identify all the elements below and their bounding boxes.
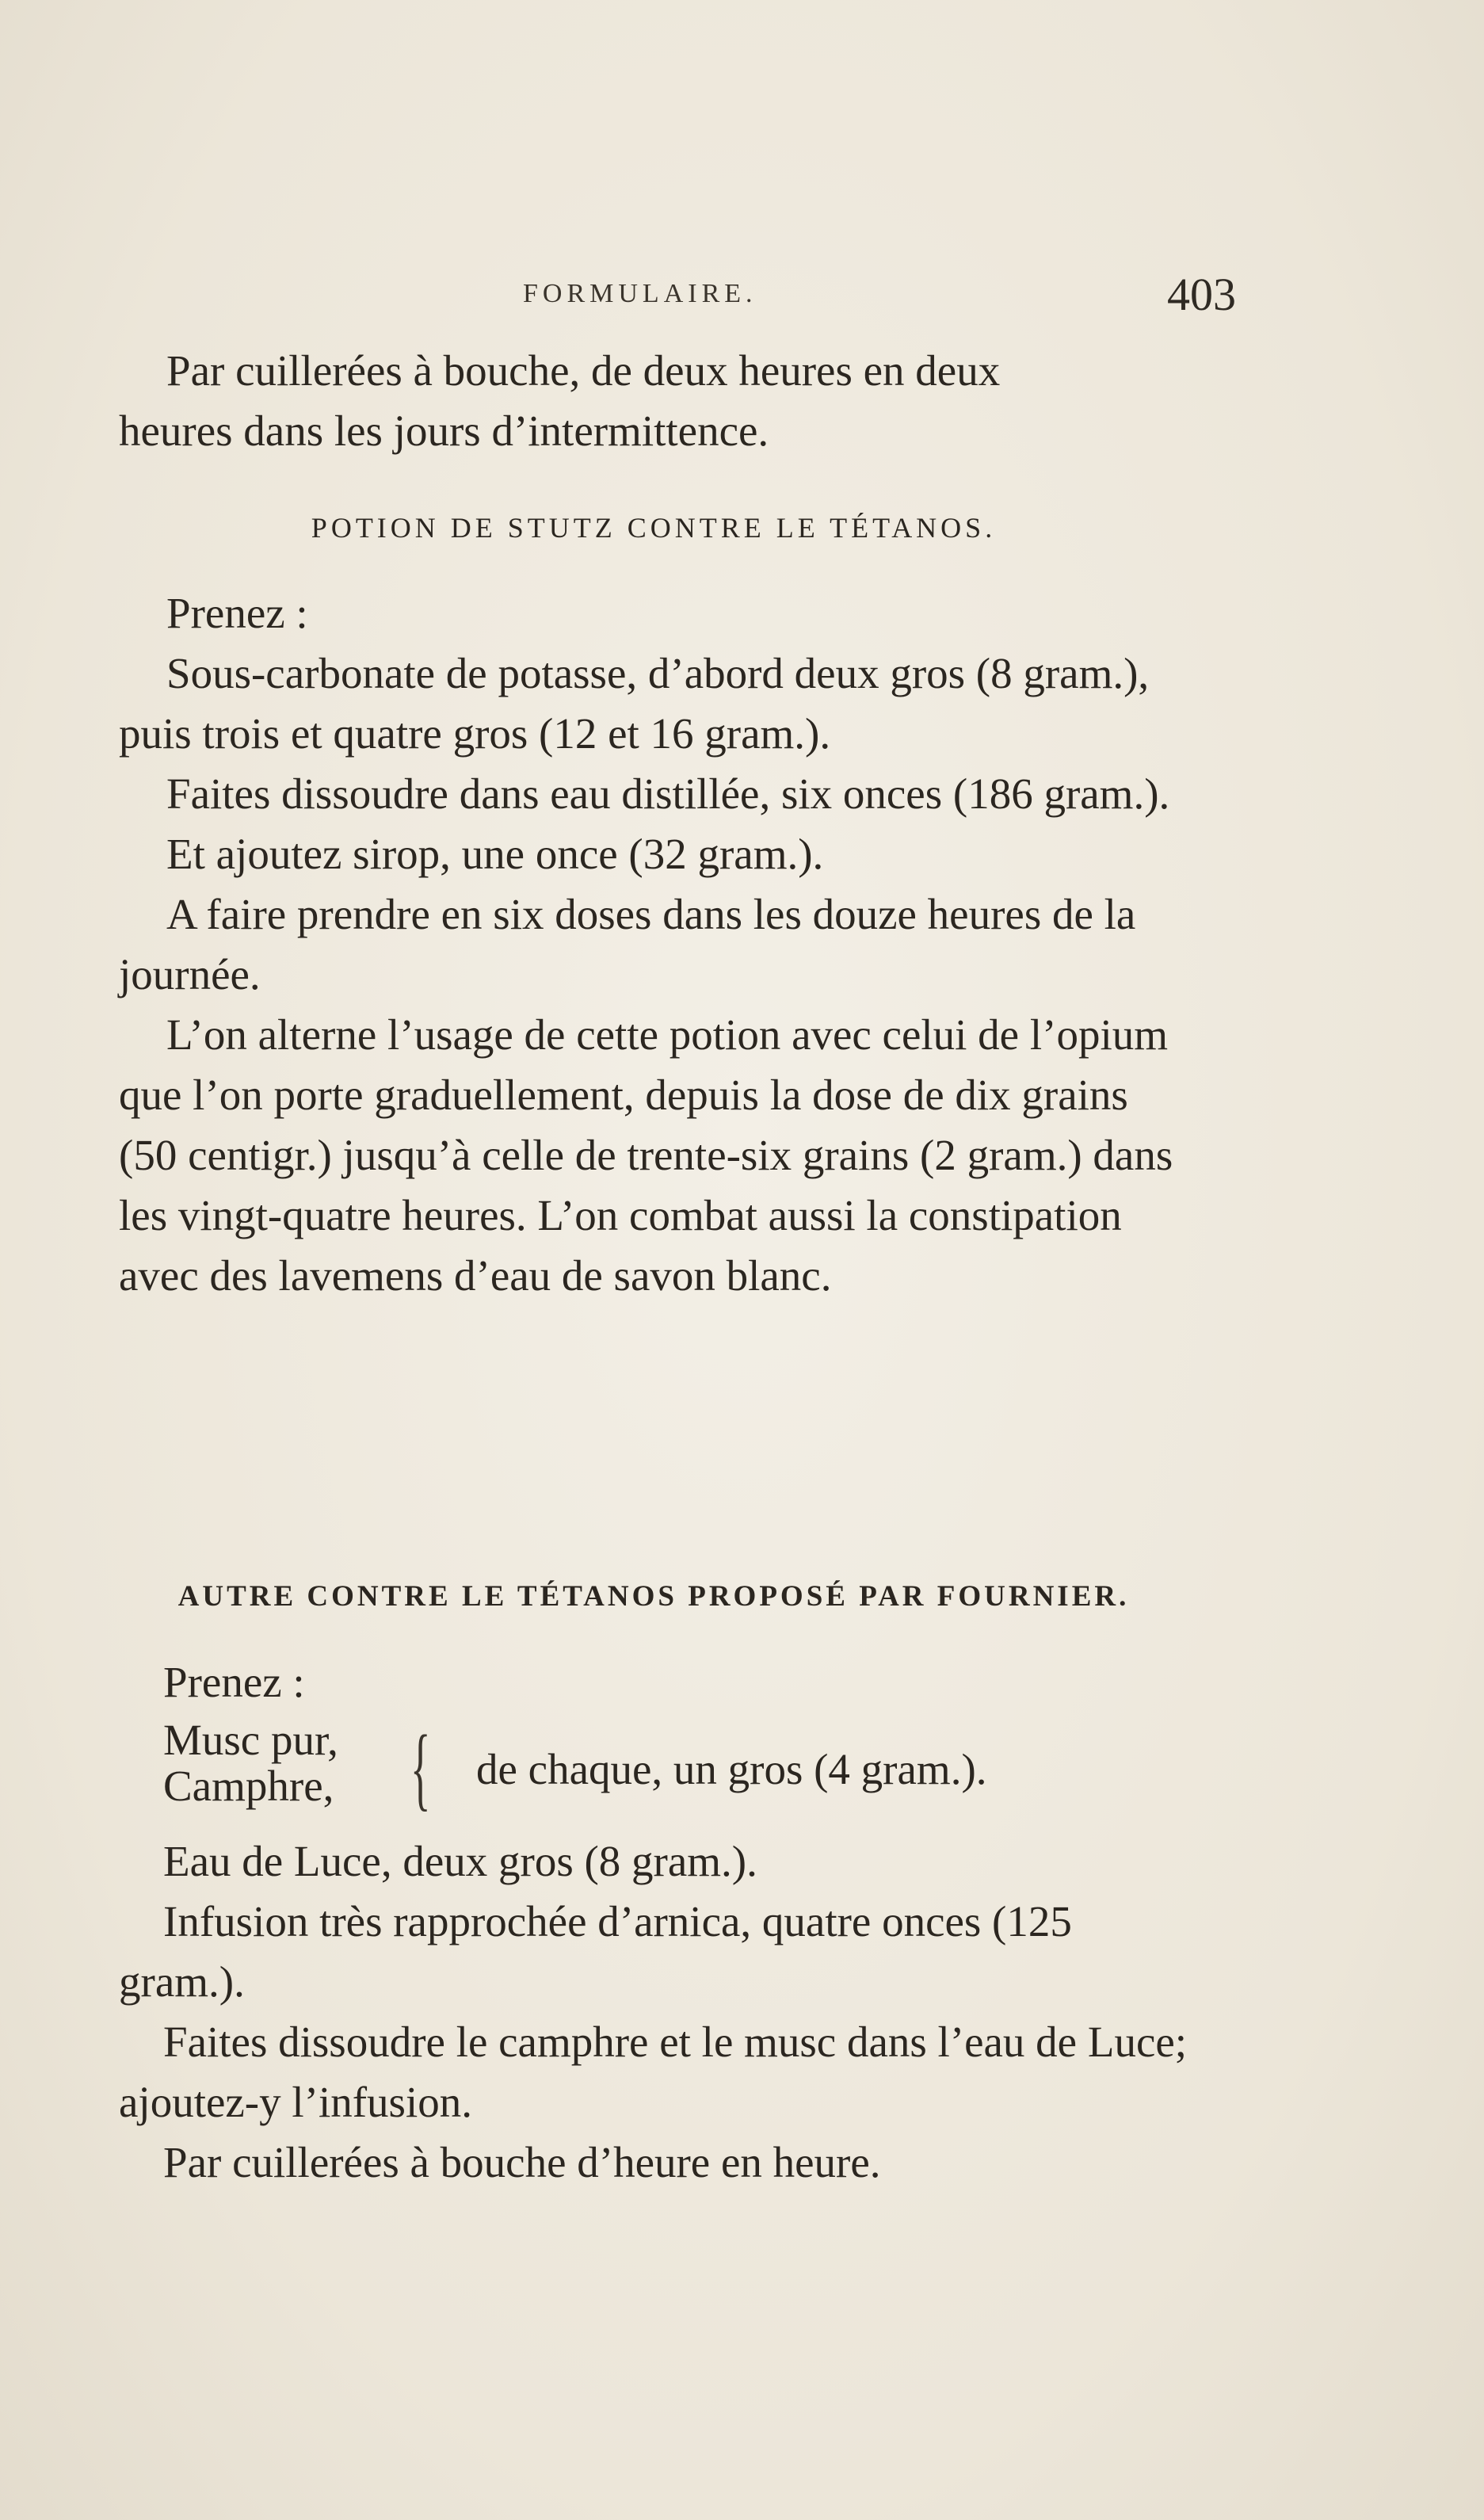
notes-paragraph: L’on alterne l’usage de cette potion avec celui de l’opium que l’on porte graduellement, depuis la dose de dix grains (50 centigr.) jusqu’à celle de trente-six grains (2 gram.) dans les vingt-quatre heures. L’on combat aussi la constipation avec des lavemens d’eau de savon blanc.: [119, 1010, 1173, 1300]
brace-item: Musc pur,: [163, 1716, 338, 1764]
instruction-paragraph: Par cuillerées à bouche d’heure en heure.: [163, 2138, 881, 2186]
recipe-heading: POTION DE STUTZ CONTRE LE TÉTANOS.: [311, 512, 997, 544]
page-number: 403: [1167, 269, 1236, 320]
prenez-label: Prenez :: [163, 1658, 305, 1706]
continued-text: [119, 341, 1188, 461]
instruction-paragraph: Faites dissoudre le camphre et le musc dans l’eau de Luce; ajoutez-y l’infusion.: [119, 2018, 1188, 2126]
grouped-ingredients: [163, 1712, 1188, 1831]
ingredient-paragraph: Infusion très rapprochée d’arnica, quatre onces (125 gram.).: [119, 1897, 1072, 2006]
instruction-paragraph: Et ajoutez sirop, une once (32 gram.).: [166, 830, 824, 878]
instruction-paragraph: Faites dissoudre dans eau distillée, six onces (186 gram.).: [166, 769, 1170, 818]
continued-line-2: heures dans les jours d’intermittence.: [119, 407, 769, 455]
running-title: FORMULAIRE.: [523, 279, 757, 308]
curly-brace-icon: {: [410, 1716, 431, 1819]
recipe-heading: AUTRE CONTRE LE TÉTANOS PROPOSÉ PAR FOURNIER.: [177, 1580, 1130, 1613]
recipe-fournier: [119, 1573, 1188, 2193]
instruction-paragraph: A faire prendre en six doses dans les douze heures de la journée.: [119, 890, 1136, 998]
ingredient-paragraph: Sous-carbonate de potasse, d’abord deux gros (8 gram.), puis trois et quatre gros (12 et 16 gram.).: [119, 649, 1150, 758]
brace-item: Camphre,: [163, 1762, 334, 1810]
ingredient-paragraph: Eau de Luce, deux gros (8 gram.).: [163, 1837, 757, 1885]
prenez-label: Prenez :: [166, 589, 308, 637]
brace-quantity: de chaque, un gros (4 gram.).: [476, 1745, 987, 1793]
continued-line-1: Par cuillerées à bouche, de deux heures en deux: [166, 346, 1001, 395]
page-header: [119, 268, 1236, 331]
recipe-stutz: [119, 504, 1188, 1306]
